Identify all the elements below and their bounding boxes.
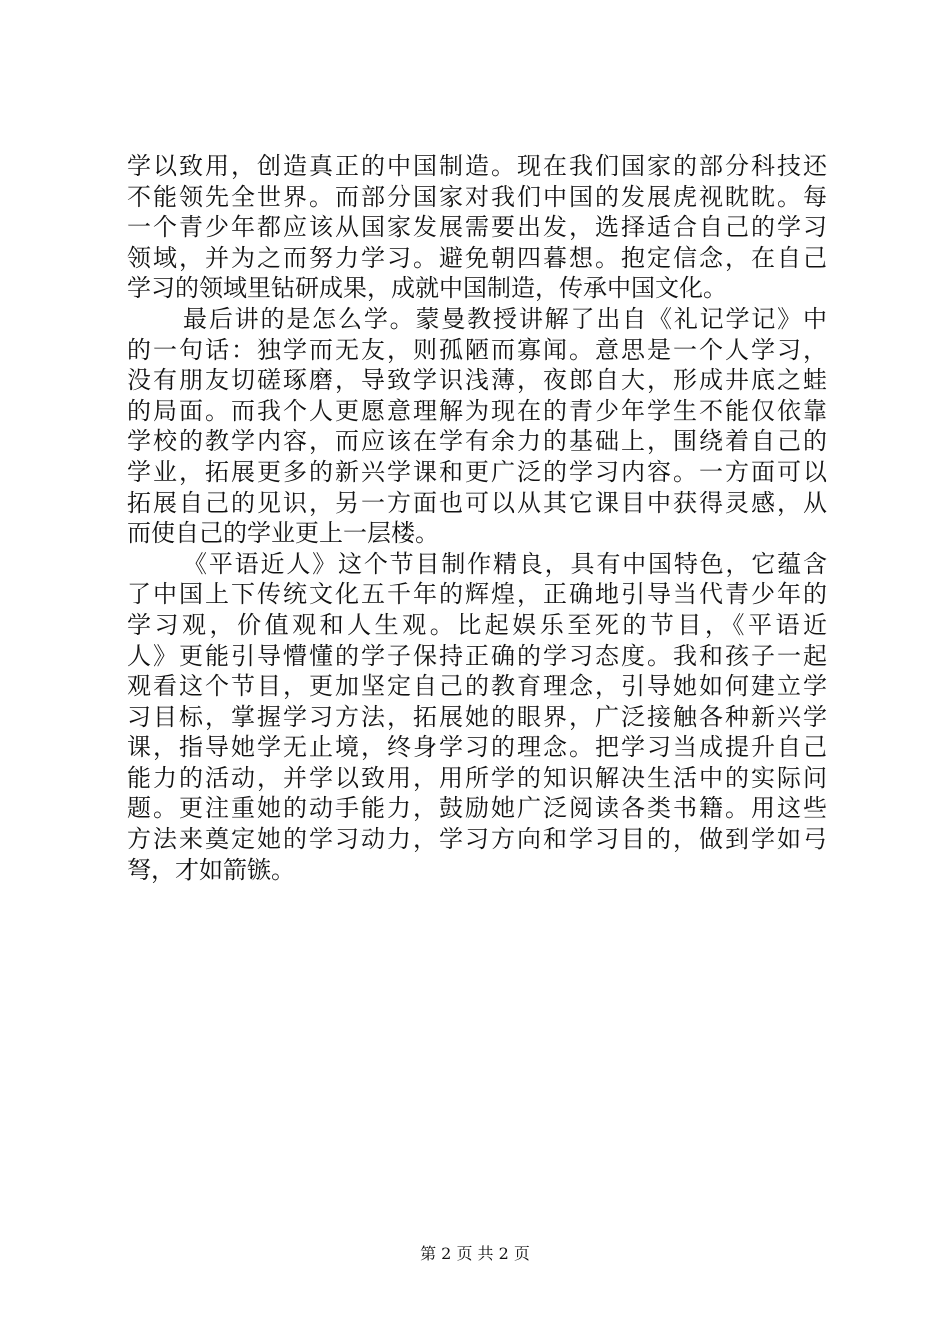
document-body: [127, 151, 827, 885]
text-line: 的局面。而我个人更愿意理解为现在的青少年学生不能仅依靠: [127, 396, 827, 425]
text-line: 不能领先全世界。而部分国家对我们中国的发展虎视眈眈。每: [127, 182, 827, 211]
text-line: 学业，拓展更多的新兴学课和更广泛的学习内容。一方面可以: [127, 457, 827, 486]
text-line: 没有朋友切磋琢磨，导致学识浅薄，夜郎自大，形成井底之蛙: [127, 366, 827, 395]
paragraph-2: [127, 304, 827, 549]
text-line: 题。更注重她的动手能力，鼓励她广泛阅读各类书籍。用这些: [127, 794, 827, 823]
text-line: 一个青少年都应该从国家发展需要出发，选择适合自己的学习: [127, 213, 827, 242]
text-line: 习目标，掌握学习方法，拓展她的眼界，广泛接触各种新兴学: [127, 702, 827, 731]
text-line: 领域，并为之而努力学习。避免朝四暮想。抱定信念，在自己: [127, 243, 827, 272]
text-line: 能力的活动，并学以致用，用所学的知识解决生活中的实际问: [127, 763, 827, 792]
text-line: 学习观，价值观和人生观。比起娱乐至死的节目，《平语近: [127, 610, 827, 639]
text-line: 了中国上下传统文化五千年的辉煌，正确地引导当代青少年的: [127, 580, 827, 609]
page-footer: 第 2 页 共 2 页: [420, 1244, 530, 1263]
text-line: 的一句话：独学而无友，则孤陋而寡闻。意思是一个人学习，: [127, 335, 827, 364]
text-line: 课，指导她学无止境，终身学习的理念。把学习当成提升自己: [127, 733, 827, 762]
text-line: 而使自己的学业更上一层楼。: [127, 519, 439, 548]
text-line: 学习的领域里钻研成果，成就中国制造，传承中国文化。: [127, 274, 727, 303]
text-line: 方法来奠定她的学习动力，学习方向和学习目的，做到学如弓: [127, 825, 827, 854]
text-line: 人》更能引导懵懂的学子保持正确的学习态度。我和孩子一起: [127, 641, 827, 670]
text-line: 拓展自己的见识，另一方面也可以从其它课目中获得灵感，从: [127, 488, 827, 517]
text-line: 学以致用，创造真正的中国制造。现在我们国家的部分科技还: [127, 152, 827, 180]
paragraph-3: [127, 549, 827, 886]
text-line: 观看这个节目，更加坚定自己的教育理念，引导她如何建立学: [127, 672, 827, 701]
text-line: 《平语近人》这个节目制作精良，具有中国特色，它蕴含: [183, 549, 827, 578]
text-line: 最后讲的是怎么学。蒙曼教授讲解了出自《礼记学记》中: [183, 304, 827, 333]
paragraph-1: [127, 151, 827, 304]
text-line: 学校的教学内容，而应该在学有余力的基础上，围绕着自己的: [127, 427, 827, 456]
text-line: 弩，才如箭镞。: [127, 855, 295, 884]
